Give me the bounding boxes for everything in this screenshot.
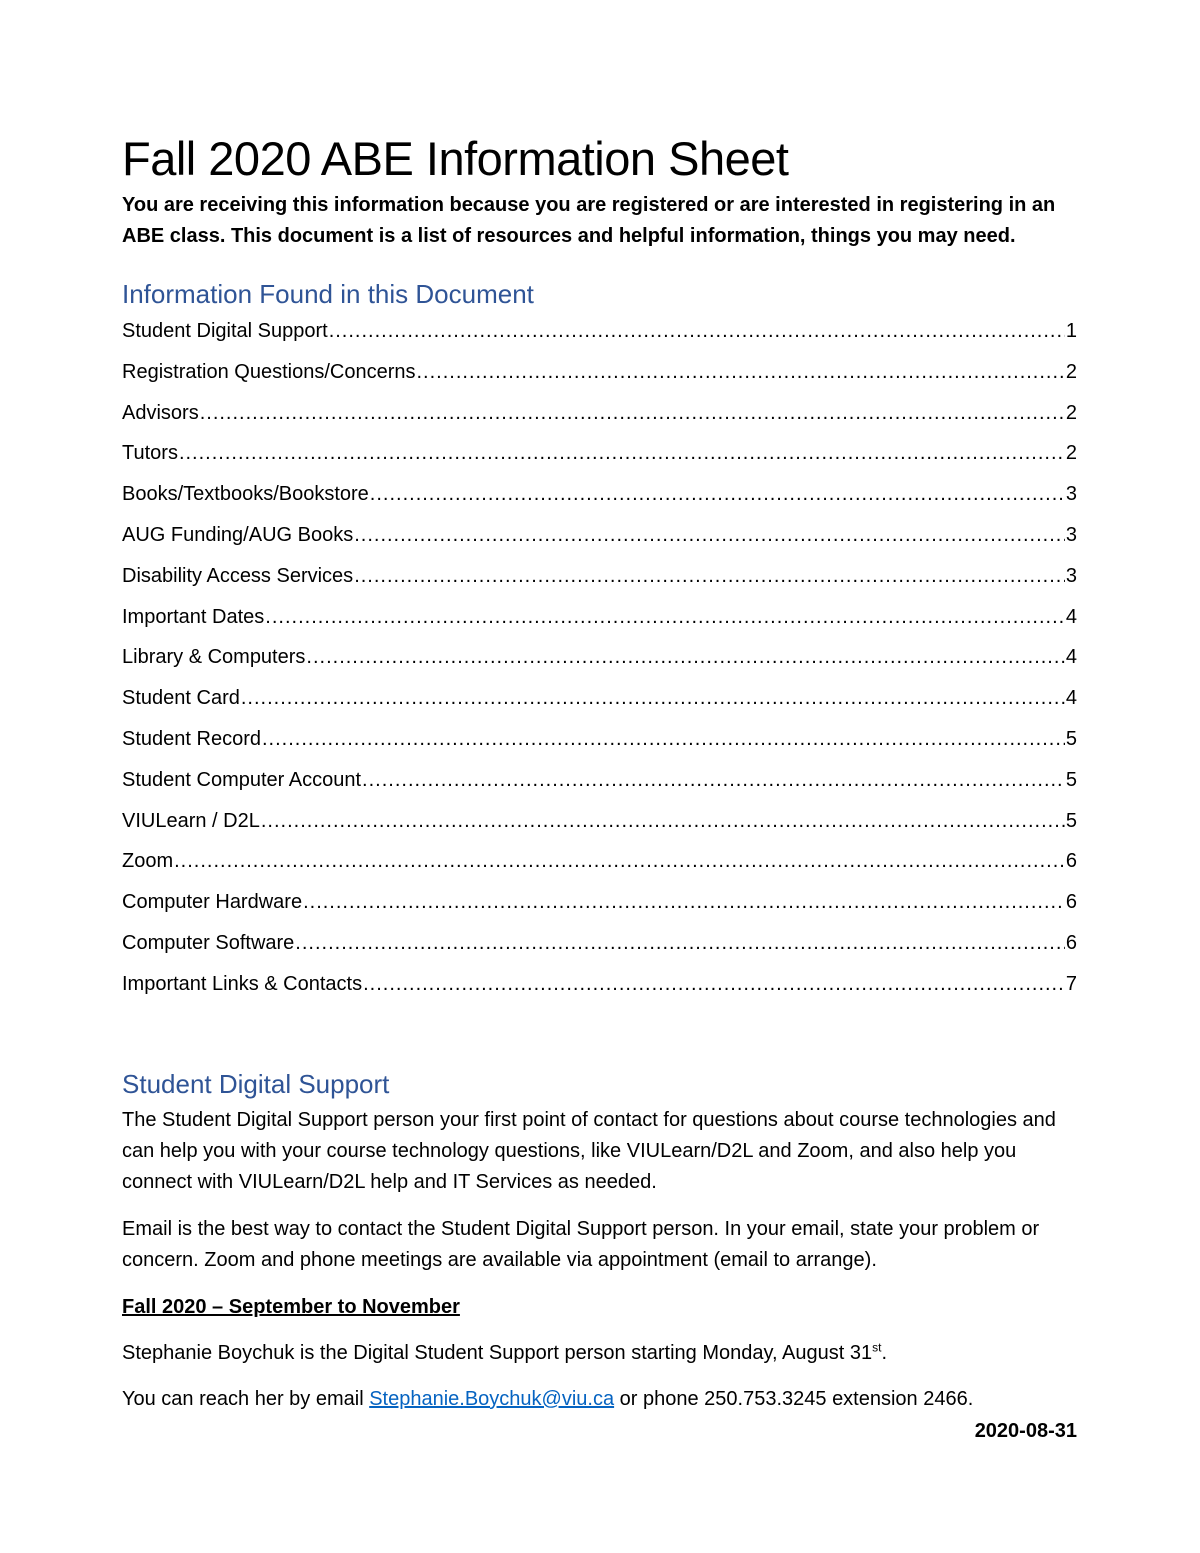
- toc-entry-page: 4: [1065, 646, 1077, 669]
- toc-entry-label: Zoom: [122, 850, 174, 873]
- toc-entry-label: Student Computer Account: [122, 768, 362, 791]
- toc-leader-dots: [306, 640, 1064, 674]
- toc-entry[interactable]: [122, 559, 1077, 600]
- toc-entry-page: 2: [1065, 442, 1077, 465]
- toc-entry-page: 2: [1065, 401, 1077, 424]
- toc-entry-page: 4: [1065, 687, 1077, 710]
- toc-entry-page: 3: [1065, 483, 1077, 506]
- toc-entry-label: Library & Computers: [122, 646, 306, 669]
- toc-leader-dots: [354, 518, 1065, 552]
- section-paragraph-1: The Student Digital Support person your first point of contact for questions about course technologies and can help you with your course technology questions, like VIULearn/D2L and Zoom, and also help you connect with VIULearn/D2L help and IT Services as needed.: [122, 1109, 1056, 1193]
- toc-leader-dots: [363, 967, 1065, 1001]
- toc-entry-label: Disability Access Services: [122, 564, 354, 587]
- toc-leader-dots: [200, 396, 1065, 430]
- email-link[interactable]: Stephanie.Boychuk@viu.ca: [369, 1388, 615, 1410]
- toc-entry-page: 3: [1065, 564, 1077, 587]
- toc-entry[interactable]: [122, 722, 1077, 763]
- toc-entry[interactable]: [122, 640, 1077, 681]
- term-heading: Fall 2020 – September to November: [122, 1296, 460, 1318]
- toc-entry[interactable]: [122, 885, 1077, 926]
- contact-paragraph: [122, 1384, 1082, 1415]
- toc-entry-label: Student Card: [122, 687, 240, 710]
- toc-leader-dots: [370, 477, 1065, 511]
- toc-entry[interactable]: [122, 518, 1077, 559]
- person-ordinal-suffix: st: [872, 1340, 882, 1355]
- toc-entry[interactable]: [122, 804, 1077, 845]
- toc-entry[interactable]: [122, 967, 1077, 1008]
- toc-entry-page: 6: [1065, 850, 1077, 873]
- toc-entry-label: Tutors: [122, 442, 178, 465]
- toc-entry-label: Advisors: [122, 401, 199, 424]
- toc-entry-label: Books/Textbooks/Bookstore: [122, 483, 369, 506]
- toc-leader-dots: [261, 804, 1065, 838]
- toc-entry-page: 6: [1065, 891, 1077, 914]
- table-of-contents: [122, 314, 1077, 1008]
- toc-leader-dots: [295, 926, 1065, 960]
- toc-heading: Information Found in this Document: [122, 279, 534, 309]
- document-title: Fall 2020 ABE Information Sheet: [122, 132, 789, 185]
- toc-entry-page: 2: [1065, 360, 1077, 383]
- toc-entry[interactable]: [122, 844, 1077, 885]
- toc-entry-label: Computer Software: [122, 931, 295, 954]
- toc-entry-page: 6: [1065, 931, 1077, 954]
- section-heading: Student Digital Support: [122, 1069, 390, 1099]
- toc-leader-dots: [241, 681, 1065, 715]
- intro-paragraph: You are receiving this information because you are registered or are interested in registering in an ABE class. This document is a list of resources and helpful information, things you may need.: [122, 194, 1056, 247]
- contact-suffix: or phone 250.753.3245 extension 2466.: [614, 1388, 974, 1410]
- toc-entry-page: 5: [1065, 727, 1077, 750]
- toc-entry-label: Student Record: [122, 727, 261, 750]
- toc-entry[interactable]: [122, 314, 1077, 355]
- toc-leader-dots: [303, 885, 1065, 919]
- contact-prefix: You can reach her by email: [122, 1388, 370, 1410]
- toc-entry-label: VIULearn / D2L: [122, 809, 260, 832]
- toc-entry-label: Student Digital Support: [122, 320, 328, 342]
- person-end: .: [881, 1342, 888, 1364]
- toc-leader-dots: [354, 559, 1065, 593]
- toc-entry-page: 5: [1065, 809, 1077, 832]
- toc-leader-dots: [362, 763, 1065, 797]
- toc-entry[interactable]: [122, 355, 1077, 396]
- toc-entry-label: Important Links & Contacts: [122, 972, 363, 995]
- toc-entry-label: Computer Hardware: [122, 891, 303, 914]
- toc-leader-dots: [416, 355, 1064, 389]
- toc-entry[interactable]: [122, 926, 1077, 967]
- toc-entry-page: 1: [1065, 320, 1077, 342]
- toc-leader-dots: [262, 722, 1065, 756]
- toc-entry[interactable]: [122, 396, 1077, 437]
- person-paragraph: [122, 1338, 1082, 1369]
- toc-leader-dots: [329, 314, 1065, 348]
- toc-entry[interactable]: [122, 681, 1077, 722]
- toc-entry-page: 5: [1065, 768, 1077, 791]
- person-text: Stephanie Boychuk is the Digital Student Support person starting Monday, August 31: [122, 1342, 873, 1364]
- toc-leader-dots: [179, 436, 1065, 470]
- toc-entry-label: Important Dates: [122, 605, 265, 628]
- toc-entry-page: 7: [1065, 972, 1077, 995]
- toc-entry-page: 4: [1065, 605, 1077, 628]
- toc-leader-dots: [265, 600, 1065, 634]
- toc-entry-page: 3: [1065, 523, 1077, 546]
- toc-entry-label: Registration Questions/Concerns: [122, 360, 416, 383]
- section-paragraph-2: Email is the best way to contact the Student Digital Support person. In your email, state your problem or concern. Zoom and phone meetings are available via appointment (email to arrange).: [122, 1218, 1040, 1271]
- footer-date: 2020-08-31: [974, 1420, 1077, 1442]
- toc-leader-dots: [174, 844, 1065, 878]
- toc-entry[interactable]: [122, 477, 1077, 518]
- toc-entry[interactable]: [122, 436, 1077, 477]
- toc-entry[interactable]: [122, 600, 1077, 641]
- toc-entry-label: AUG Funding/AUG Books: [122, 523, 354, 546]
- toc-entry[interactable]: [122, 763, 1077, 804]
